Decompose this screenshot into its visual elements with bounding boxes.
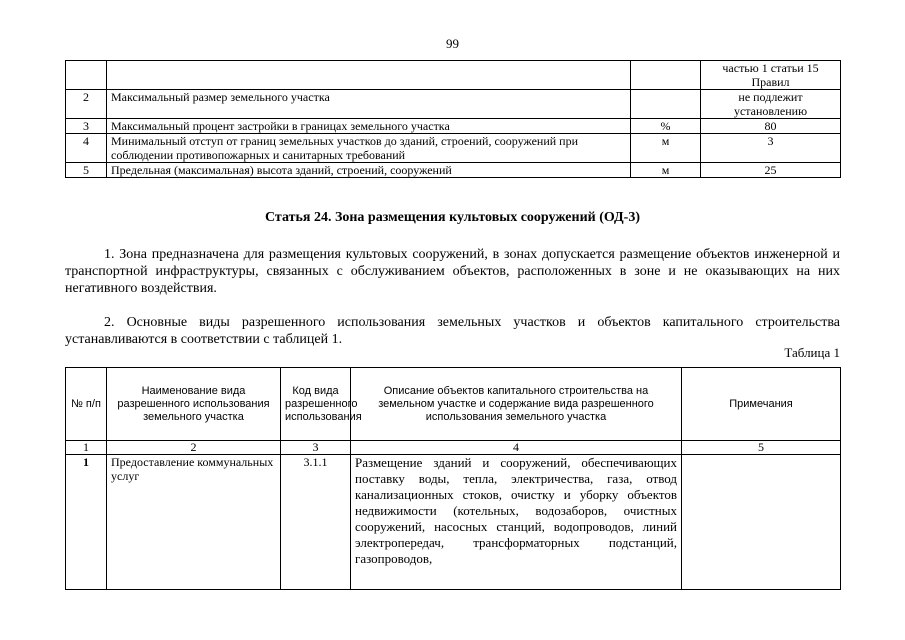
- row-code: 3.1.1: [281, 455, 351, 590]
- column-number: 4: [351, 441, 682, 455]
- table-row: [66, 163, 841, 178]
- table-row: [66, 61, 841, 90]
- row-unit: %: [631, 119, 701, 134]
- table-row: [66, 455, 841, 590]
- table-header-row: [66, 368, 841, 441]
- row-name: Максимальный размер земельного участка: [107, 90, 631, 119]
- row-number: 4: [66, 134, 107, 163]
- column-numbers-row: [66, 441, 841, 455]
- row-unit: м: [631, 134, 701, 163]
- row-number: 1: [66, 455, 107, 590]
- table-row: [66, 90, 841, 119]
- row-name: [107, 61, 631, 90]
- row-number: [66, 61, 107, 90]
- row-unit: [631, 90, 701, 119]
- row-value: не подлежит установлению: [701, 90, 841, 119]
- header-note: Примечания: [682, 368, 841, 441]
- row-note: [682, 455, 841, 590]
- header-description: Описание объектов капитального строительства на земельном участке и содержание вида разрешенного использования земельного участка: [351, 368, 682, 441]
- header-num: № п/п: [66, 368, 107, 441]
- paragraph-1: 1. Зона предназначена для размещения культовых сооружений, в зонах допускается размещение объектов инженерной и транспортной инфраструктуры, связанных с обслуживанием объектов, расположенных в зоне и не оказывающих на них негативного воздействия.: [65, 247, 840, 296]
- row-value: 3: [701, 134, 841, 163]
- row-value: 25: [701, 163, 841, 178]
- table-label: Таблица 1: [784, 345, 840, 360]
- column-number: 3: [281, 441, 351, 455]
- limits-table: [65, 60, 841, 178]
- row-name: Максимальный процент застройки в границах земельного участка: [107, 119, 631, 134]
- column-number: 2: [107, 441, 281, 455]
- row-value: 80: [701, 119, 841, 134]
- column-number: 5: [682, 441, 841, 455]
- row-unit: [631, 61, 701, 90]
- permitted-uses-table: [65, 367, 841, 590]
- paragraph-2: 2. Основные виды разрешенного использования земельных участков и объектов капитального строительства устанавливаются в соответствии с таблицей 1.: [65, 315, 840, 347]
- row-description: Размещение зданий и сооружений, обеспечивающих поставку воды, тепла, электричества, газа, отвод канализационных стоков, очистку и уборку объектов недвижимости (котельных, водозаборов, очистных сооружений, насосных станций, водопроводов, линий электропередач, трансформаторных подстанций, газопроводов,: [351, 455, 682, 590]
- row-number: 2: [66, 90, 107, 119]
- row-number: 5: [66, 163, 107, 178]
- row-name: Предельная (максимальная) высота зданий, строений, сооружений: [107, 163, 631, 178]
- row-unit: м: [631, 163, 701, 178]
- header-name: Наименование вида разрешенного использования земельного участка: [107, 368, 281, 441]
- row-name: Минимальный отступ от границ земельных участков до зданий, строений, сооружений при соблюдении противопожарных и санитарных требований: [107, 134, 631, 163]
- row-name: Предоставление коммунальных услуг: [107, 455, 281, 590]
- page-number: 99: [446, 36, 459, 51]
- row-number: 3: [66, 119, 107, 134]
- table-row: [66, 134, 841, 163]
- article-heading: Статья 24. Зона размещения культовых сооружений (ОД-3): [264, 210, 641, 225]
- column-number: 1: [66, 441, 107, 455]
- header-code: Код вида разрешенного использования: [281, 368, 351, 441]
- row-value: частью 1 статьи 15 Правил: [701, 61, 841, 90]
- table-row: [66, 119, 841, 134]
